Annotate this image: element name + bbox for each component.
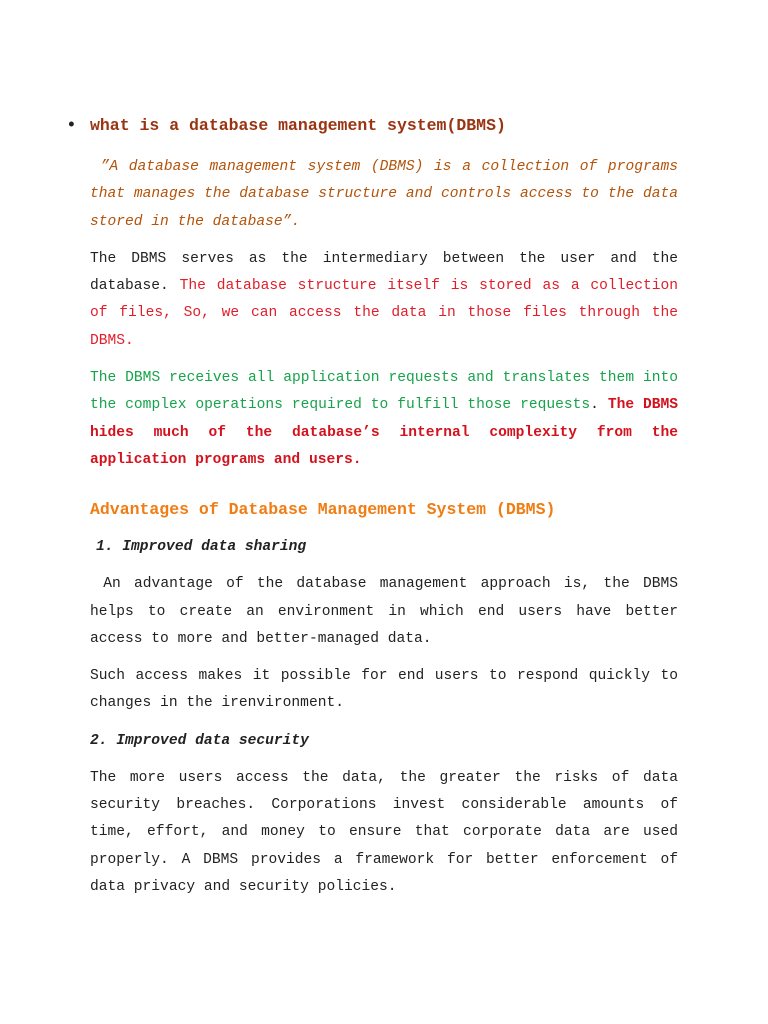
intermediary-plain-text: The DBMS serves as the intermediary between the user and the database. (90, 250, 678, 295)
definition-quote (90, 154, 678, 236)
requests-dot: . (590, 397, 608, 414)
intermediary-red-text: The database structure itself is stored as a collection of files, So, we can access the data in those files through the DBMS. (90, 278, 678, 349)
item1-paragraph-a (90, 571, 678, 653)
definition-quote-text: ”A database management system (DBMS) is a collection of programs that manages the database structure and controls access to the data stored in the database”. (90, 159, 678, 230)
requests-darkred-text: The DBMS hides much of the database’s internal complexity from the application programs and users. (90, 397, 679, 468)
item1-paragraph-a-text: An advantage of the database management approach is, the DBMS helps to create an environment in which end users have better access to more and better-managed data. (90, 576, 678, 647)
item1-heading: 1. Improved data sharing (96, 539, 307, 556)
intermediary-paragraph (90, 246, 678, 355)
advantages-heading: Advantages of Database Management System (DBMS) (90, 500, 556, 520)
title-bullet-row (44, 108, 678, 142)
item2-heading: 2. Improved data security (90, 732, 309, 749)
document-page (66, 108, 679, 901)
item1-paragraph-b: Such access makes it possible for end users to respond quickly to changes in the irenvironment. (90, 668, 678, 712)
requests-green-text: The DBMS receives all application requests and translates them into the complex operations required to fulfill those requests (90, 370, 678, 414)
bullet-icon: • (66, 116, 77, 136)
item2-paragraph: The more users access the data, the greater the risks of data security breaches. Corporations invest considerable amounts of time, effort, and money to ensure that corporate data are used properly. A DBMS provides a framework for better enforcement of data privacy and security policies. (90, 769, 678, 895)
requests-paragraph (90, 365, 678, 474)
title-heading: what is a database management system(DBMS) (90, 115, 506, 135)
